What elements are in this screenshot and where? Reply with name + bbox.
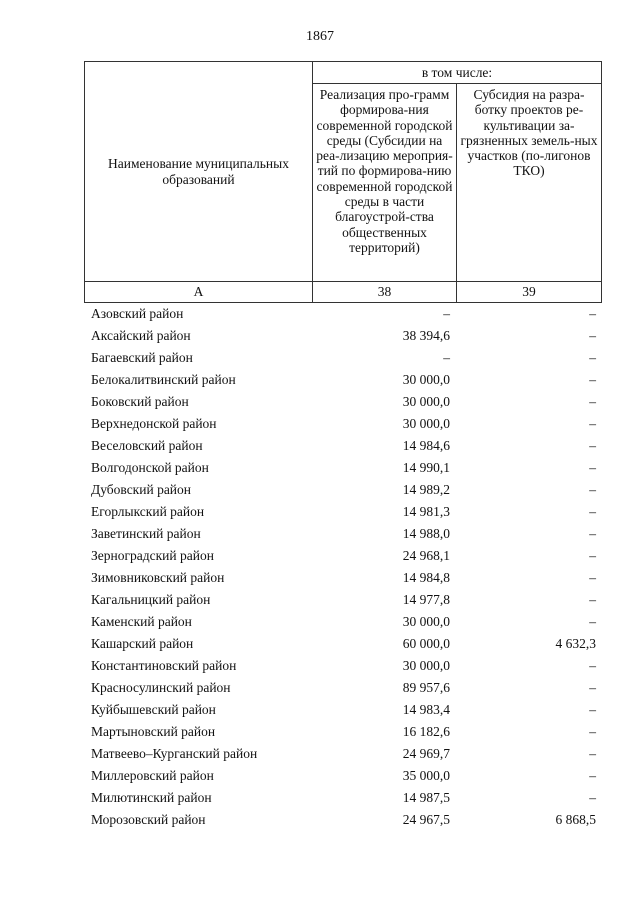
row-value-39-cell: 6 868,5 bbox=[555, 812, 596, 827]
row-value-38-cell: 30 000,0 bbox=[402, 416, 450, 431]
header-col-39: Субсидия на разра-ботку проектов ре-культивации за-грязненных земель-ных участков (по-лигонов ТКО) bbox=[457, 84, 602, 282]
table-row bbox=[84, 721, 601, 743]
row-name-cell: Куйбышевский район bbox=[91, 702, 216, 717]
table-header bbox=[84, 61, 602, 303]
row-value-39-cell: – bbox=[589, 768, 596, 783]
row-name-cell: Багаевский район bbox=[91, 350, 193, 365]
table-row bbox=[84, 479, 601, 501]
table-row bbox=[84, 765, 601, 787]
row-value-38-cell: 89 957,6 bbox=[402, 680, 450, 695]
row-value-39-cell: – bbox=[589, 790, 596, 805]
row-value-38-cell: 35 000,0 bbox=[402, 768, 450, 783]
row-value-38-cell: 14 984,8 bbox=[402, 570, 450, 585]
row-value-39-cell: – bbox=[589, 680, 596, 695]
row-value-39-cell: – bbox=[589, 504, 596, 519]
table-row bbox=[84, 633, 601, 655]
table-row bbox=[84, 391, 601, 413]
row-value-39-cell: – bbox=[589, 416, 596, 431]
table-row bbox=[84, 787, 601, 809]
table-row bbox=[84, 347, 601, 369]
row-value-38-cell: 38 394,6 bbox=[402, 328, 450, 343]
table-row bbox=[84, 589, 601, 611]
row-value-39-cell: – bbox=[589, 328, 596, 343]
row-value-39-cell: – bbox=[589, 438, 596, 453]
row-name-cell: Белокалитвинский район bbox=[91, 372, 236, 387]
header-num-39: 39 bbox=[457, 282, 602, 303]
row-value-39-cell: – bbox=[589, 702, 596, 717]
row-value-39-cell: – bbox=[589, 746, 596, 761]
row-name-cell: Миллеровский район bbox=[91, 768, 214, 783]
table-row bbox=[84, 523, 601, 545]
row-value-38-cell: 14 989,2 bbox=[402, 482, 450, 497]
row-value-38-cell: 60 000,0 bbox=[402, 636, 450, 651]
row-name-cell: Кагальницкий район bbox=[91, 592, 211, 607]
row-value-39-cell: – bbox=[589, 460, 596, 475]
row-name-cell: Волгодонской район bbox=[91, 460, 209, 475]
header-name-col: Наименование муниципальных образований bbox=[85, 62, 313, 282]
header-num-38: 38 bbox=[313, 282, 457, 303]
table-row bbox=[84, 303, 601, 325]
row-value-38-cell: 14 988,0 bbox=[402, 526, 450, 541]
row-name-cell: Матвеево–Курганский район bbox=[91, 746, 258, 761]
row-value-38-cell: 14 981,3 bbox=[402, 504, 450, 519]
row-value-39-cell: – bbox=[589, 548, 596, 563]
row-name-cell: Дубовский район bbox=[91, 482, 192, 497]
row-name-cell: Зимовниковский район bbox=[91, 570, 225, 585]
table-row bbox=[84, 457, 601, 479]
table-row bbox=[84, 611, 601, 633]
row-name-cell: Константиновский район bbox=[91, 658, 237, 673]
table-row bbox=[84, 567, 601, 589]
row-name-cell: Азовский район bbox=[91, 306, 184, 321]
row-value-38-cell: 24 968,1 bbox=[402, 548, 450, 563]
row-value-39-cell: – bbox=[589, 350, 596, 365]
table-row bbox=[84, 809, 601, 831]
row-name-cell: Мартыновский район bbox=[91, 724, 216, 739]
row-value-38-cell: 14 983,4 bbox=[402, 702, 450, 717]
table-body bbox=[84, 303, 601, 831]
row-value-38-cell: 24 967,5 bbox=[402, 812, 450, 827]
row-value-39-cell: – bbox=[589, 306, 596, 321]
row-name-cell: Верхнедонской район bbox=[91, 416, 217, 431]
table-row bbox=[84, 743, 601, 765]
row-name-cell: Милютинский район bbox=[91, 790, 212, 805]
row-name-cell: Морозовский район bbox=[91, 812, 206, 827]
row-value-38-cell: 30 000,0 bbox=[402, 372, 450, 387]
table-row bbox=[84, 501, 601, 523]
row-value-38-cell: 14 977,8 bbox=[402, 592, 450, 607]
table-row bbox=[84, 325, 601, 347]
row-value-38-cell: 16 182,6 bbox=[402, 724, 450, 739]
header-col-38: Реализация про-грамм формирова-ния современной городской среды (Субсидии на реа-лизацию мероприя-тий по формирова-нию современной городской среды в части благоустрой-ства общественных территорий) bbox=[313, 84, 457, 282]
row-value-38-cell: 14 984,6 bbox=[402, 438, 450, 453]
page-number: 1867 bbox=[306, 29, 334, 44]
row-name-cell: Кашарский район bbox=[91, 636, 194, 651]
row-name-cell: Красносулинский район bbox=[91, 680, 231, 695]
row-value-38-cell: 24 969,7 bbox=[402, 746, 450, 761]
row-value-39-cell: – bbox=[589, 592, 596, 607]
row-name-cell: Веселовский район bbox=[91, 438, 203, 453]
table-row bbox=[84, 369, 601, 391]
row-value-39-cell: – bbox=[589, 614, 596, 629]
row-value-39-cell: – bbox=[589, 482, 596, 497]
row-value-38-cell: 14 990,1 bbox=[402, 460, 450, 475]
row-value-38-cell: 30 000,0 bbox=[402, 394, 450, 409]
row-name-cell: Егорлыкский район bbox=[91, 504, 205, 519]
row-value-39-cell: – bbox=[589, 570, 596, 585]
row-value-38-cell: 14 987,5 bbox=[402, 790, 450, 805]
table-row bbox=[84, 677, 601, 699]
row-value-38-cell: 30 000,0 bbox=[402, 658, 450, 673]
row-value-38-cell: – bbox=[443, 350, 450, 365]
row-name-cell: Заветинский район bbox=[91, 526, 201, 541]
row-value-39-cell: 4 632,3 bbox=[555, 636, 596, 651]
row-value-39-cell: – bbox=[589, 394, 596, 409]
row-name-cell: Каменский район bbox=[91, 614, 192, 629]
row-name-cell: Боковский район bbox=[91, 394, 189, 409]
row-value-39-cell: – bbox=[589, 724, 596, 739]
table-row bbox=[84, 699, 601, 721]
table-row bbox=[84, 655, 601, 677]
header-group: в том числе: bbox=[313, 62, 602, 84]
row-value-38-cell: 30 000,0 bbox=[402, 614, 450, 629]
header-num-a: А bbox=[85, 282, 313, 303]
row-name-cell: Аксайский район bbox=[91, 328, 191, 343]
table-row bbox=[84, 545, 601, 567]
row-value-39-cell: – bbox=[589, 658, 596, 673]
row-name-cell: Зерноградский район bbox=[91, 548, 214, 563]
row-value-39-cell: – bbox=[589, 526, 596, 541]
row-value-39-cell: – bbox=[589, 372, 596, 387]
row-value-38-cell: – bbox=[443, 306, 450, 321]
table-row bbox=[84, 435, 601, 457]
table-row bbox=[84, 413, 601, 435]
